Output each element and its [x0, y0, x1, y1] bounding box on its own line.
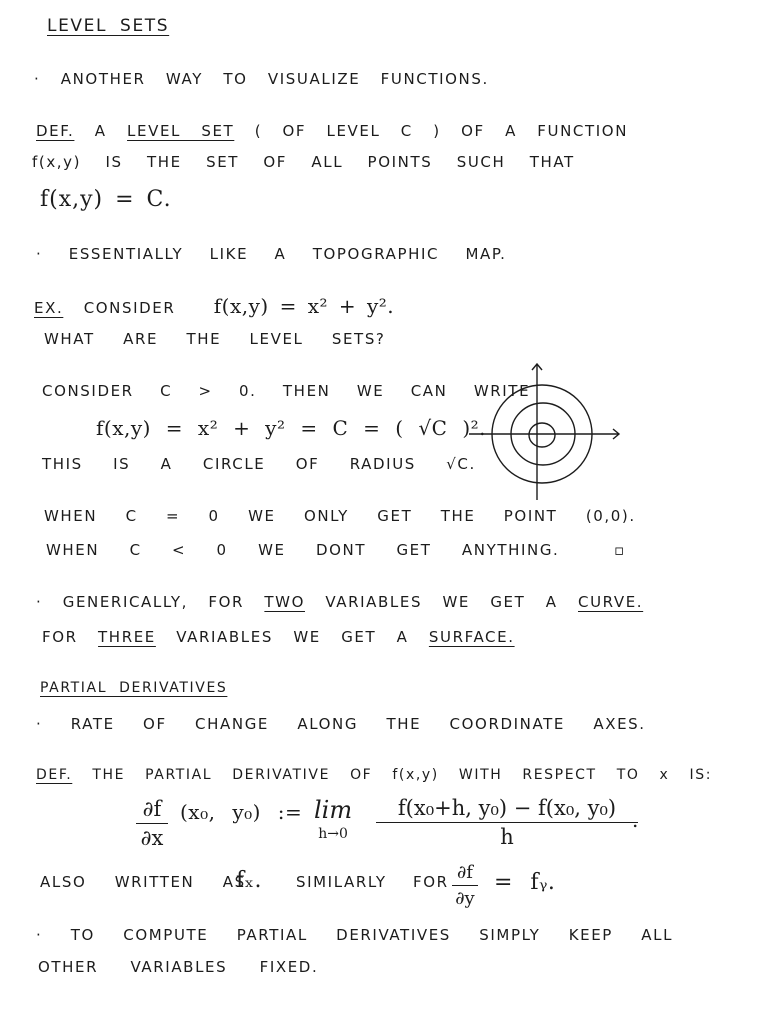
formula-end: . — [632, 808, 639, 832]
example-line1 — [34, 294, 394, 318]
generic-line2-mid: VARIABLES WE GET A — [176, 628, 409, 646]
example-question: WHAT ARE THE LEVEL SETS? — [44, 330, 386, 348]
example-consider: CONSIDER — [83, 299, 176, 317]
rhs-numerator: f(x₀+h, y₀) − f(x₀, y₀) — [397, 796, 617, 820]
qed-symbol: ▫ — [614, 541, 626, 559]
section-heading-level-sets: LEVEL SETS — [47, 16, 170, 36]
topographic-bullet: · ESSENTIALLY LIKE A TOPOGRAPHIC MAP. — [36, 245, 507, 263]
two-term: TWO — [264, 593, 305, 611]
generic-line2 — [42, 628, 515, 646]
generic-line1 — [36, 593, 643, 611]
also-written-pre: ALSO WRITTEN AS — [40, 873, 246, 891]
level-sets-sketch — [465, 358, 625, 508]
level-curve-small — [529, 423, 555, 447]
lhs-denominator: ∂x — [140, 826, 164, 850]
example-case-positive: CONSIDER C > 0. THEN WE CAN WRITE — [42, 382, 531, 400]
fx-notation: fₓ. — [236, 868, 262, 893]
curve-term: CURVE. — [578, 593, 644, 611]
def-tag: DEF. — [36, 122, 75, 140]
similarly-for: SIMILARLY FOR — [296, 873, 449, 891]
example-case-zero: WHEN C = 0 WE ONLY GET THE POINT (0,0). — [44, 507, 636, 525]
three-term: THREE — [98, 628, 156, 646]
partial-y-fraction — [452, 862, 478, 909]
example-function: f(x,y) = x² + y². — [213, 294, 395, 318]
compute-line1: · TO COMPUTE PARTIAL DERIVATIVES SIMPLY KEEP ALL — [36, 926, 674, 944]
lhs-fraction — [136, 797, 168, 850]
surface-term: SURFACE. — [428, 628, 515, 646]
section-heading-partial-derivatives: PARTIAL DERIVATIVES — [40, 680, 228, 696]
example-tag: EX. — [34, 299, 64, 317]
def1-a: A — [94, 122, 107, 140]
limit-operator — [314, 796, 352, 842]
definition-level-set-line3: f(x,y) = C. — [40, 187, 172, 212]
def2-tag: DEF. — [36, 767, 73, 783]
fy-notation: = fᵧ. — [494, 870, 556, 895]
def2-text: THE PARTIAL DERIVATIVE OF f(x,y) WITH RESPECT TO x IS: — [92, 767, 713, 783]
example-equation: f(x,y) = x² + y² = C = ( √C )². — [96, 416, 486, 440]
lhs-arguments: (x₀, y₀) := — [180, 800, 303, 824]
definition-level-set-line2: f(x,y) IS THE SET OF ALL POINTS SUCH THAT — [32, 153, 575, 171]
example-circle-radius: THIS IS A CIRCLE OF RADIUS √C. — [42, 455, 476, 473]
level-set-term: LEVEL SET — [127, 122, 235, 140]
generic-line1-mid: VARIABLES WE GET A — [325, 593, 558, 611]
partial-y-numerator: ∂f — [457, 862, 473, 883]
generic-line1-pre: · GENERICALLY, FOR — [36, 593, 244, 611]
partial-y-denominator: ∂y — [455, 888, 475, 909]
intro-bullet: · ANOTHER WAY TO VISUALIZE FUNCTIONS. — [34, 70, 489, 88]
generic-line2-pre: FOR — [42, 628, 78, 646]
lim-text: lim — [314, 796, 353, 824]
example-case-negative: WHEN C < 0 WE DONT GET ANYTHING. — [46, 541, 560, 559]
rate-bullet: · RATE OF CHANGE ALONG THE COORDINATE AXES. — [36, 715, 646, 733]
lim-subscript: h→0 — [318, 826, 348, 842]
definition-partial-line1 — [36, 767, 712, 783]
compute-line2: OTHER VARIABLES FIXED. — [38, 958, 319, 976]
definition-level-set-line1 — [36, 122, 628, 140]
def1-line1-rest: ( OF LEVEL C ) OF A FUNCTION — [254, 122, 629, 140]
lhs-numerator: ∂f — [142, 797, 162, 821]
difference-quotient — [376, 796, 638, 849]
rhs-denominator: h — [500, 825, 514, 849]
